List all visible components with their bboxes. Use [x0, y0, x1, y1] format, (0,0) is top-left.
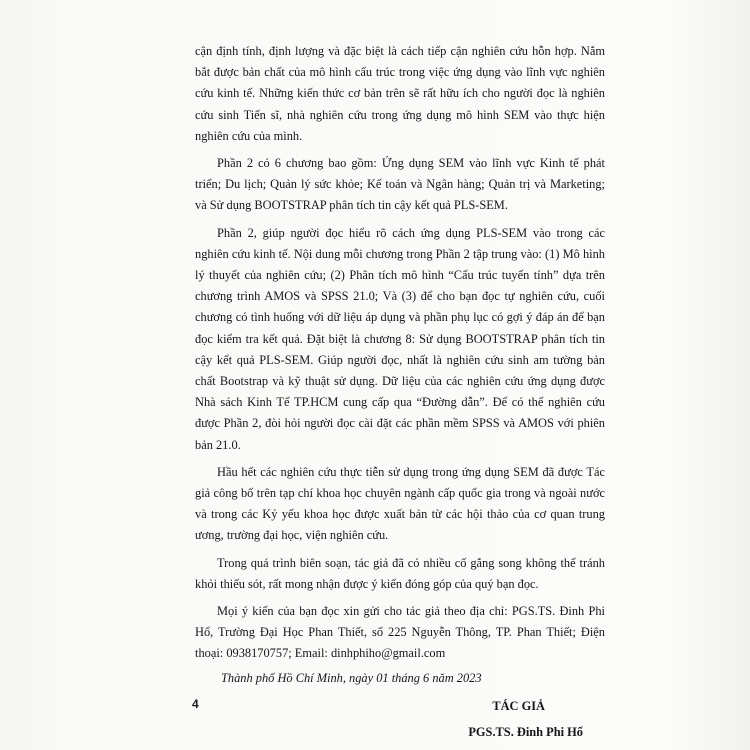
dateline: Thành phố Hồ Chí Minh, ngày 01 tháng 6 năm 2023 — [221, 670, 482, 685]
signature-name: PGS.TS. Đinh Phi Hổ — [468, 724, 583, 739]
author-signature-block — [195, 693, 605, 745]
paragraph-publications: Hầu hết các nghiên cứu thực tiễn sử dụng trong ứng dụng SEM đã được Tác giả công bố trên tạp chí khoa học chuyên ngành cấp quốc gia trong và ngoài nước và trong các Kỷ yếu khoa học được xuất bản từ các hội thảo của cơ quan trung ương, trường đại học, viện nghiên cứu. — [195, 464, 605, 543]
page-number: 4 — [192, 697, 199, 711]
paragraph-part2-chapters: Phần 2 có 6 chương bao gồm: Ứng dụng SEM vào lĩnh vực Kinh tế phát triển; Du lịch; Quản lý sức khỏe; Kế toán và Ngân hàng; Quản trị và Marketing; và Sử dụng BOOTSTRAP phân tích tin cậy kết quả PLS-SEM. — [195, 156, 605, 213]
paragraph-contact: Mọi ý kiến của bạn đọc xin gửi cho tác giả theo địa chỉ: PGS.TS. Đinh Phi Hổ, Trường Đại Học Phan Thiết, số 225 Nguyễn Thông, TP. Phan Thiết; Điện thoại: 0938170757; Email: dinhphiho@gmail.com — [195, 604, 605, 661]
signature-title: TÁC GIẢ — [492, 698, 545, 713]
paragraph-intro-continuation: cận định tính, định lượng và đặc biệt là cách tiếp cận nghiên cứu hỗn hợp. Nắm bắt được bản chất của mô hình cấu trúc trong việc ứng dụng vào lĩnh vực nghiên cứu kinh tế. Những kiến thức cơ bản trên sẽ rất hữu ích cho người đọc là nghiên cứu sinh Tiến sĩ, nhà nghiên cứu trong ứng dụng mô hình SEM vào thực hiện nghiên cứu của mình. — [195, 44, 605, 143]
preface-text — [195, 41, 605, 745]
paragraph-acknowledgement: Trong quá trình biên soạn, tác giả đã có nhiều cố gắng song không thể tránh khỏi thiếu sót, rất mong nhận được ý kiến đóng góp của quý bạn đọc. — [195, 555, 605, 591]
paragraph-part2-content: Phần 2, giúp người đọc hiểu rõ cách ứng dụng PLS-SEM vào trong các nghiên cứu kinh tế. Nội dung mỗi chương trong Phần 2 tập trung vào: (1) Mô hình lý thuyết của nghiên cứu; (2) Phân tích mô hình “Cấu trúc tuyến tính” dựa trên chương trình AMOS và SPSS 21.0; Và (3) để cho bạn đọc tự nghiên cứu, cuối chương có tình huống với dữ liệu áp dụng và phần phụ lục có gợi ý đáp án để bạn đọc kiểm tra kết quả. Đặt biệt là chương 8: Sử dụng BOOTSTRAP phân tích tin cậy kết quả PLS-SEM. Giúp người đọc, nhất là nghiên cứu sinh am tường bản chất Bootstrap và kỹ thuật sử dụng. Dữ liệu của các nghiên cứu ứng dụng được Nhà sách Kinh Tế TP.HCM cung cấp qua “Đường dẫn”. Để có thể nghiên cứu được Phần 2, đòi hỏi người đọc cài đặt các phần mềm SPSS và AMOS với phiên bản 21.0. — [195, 225, 605, 452]
